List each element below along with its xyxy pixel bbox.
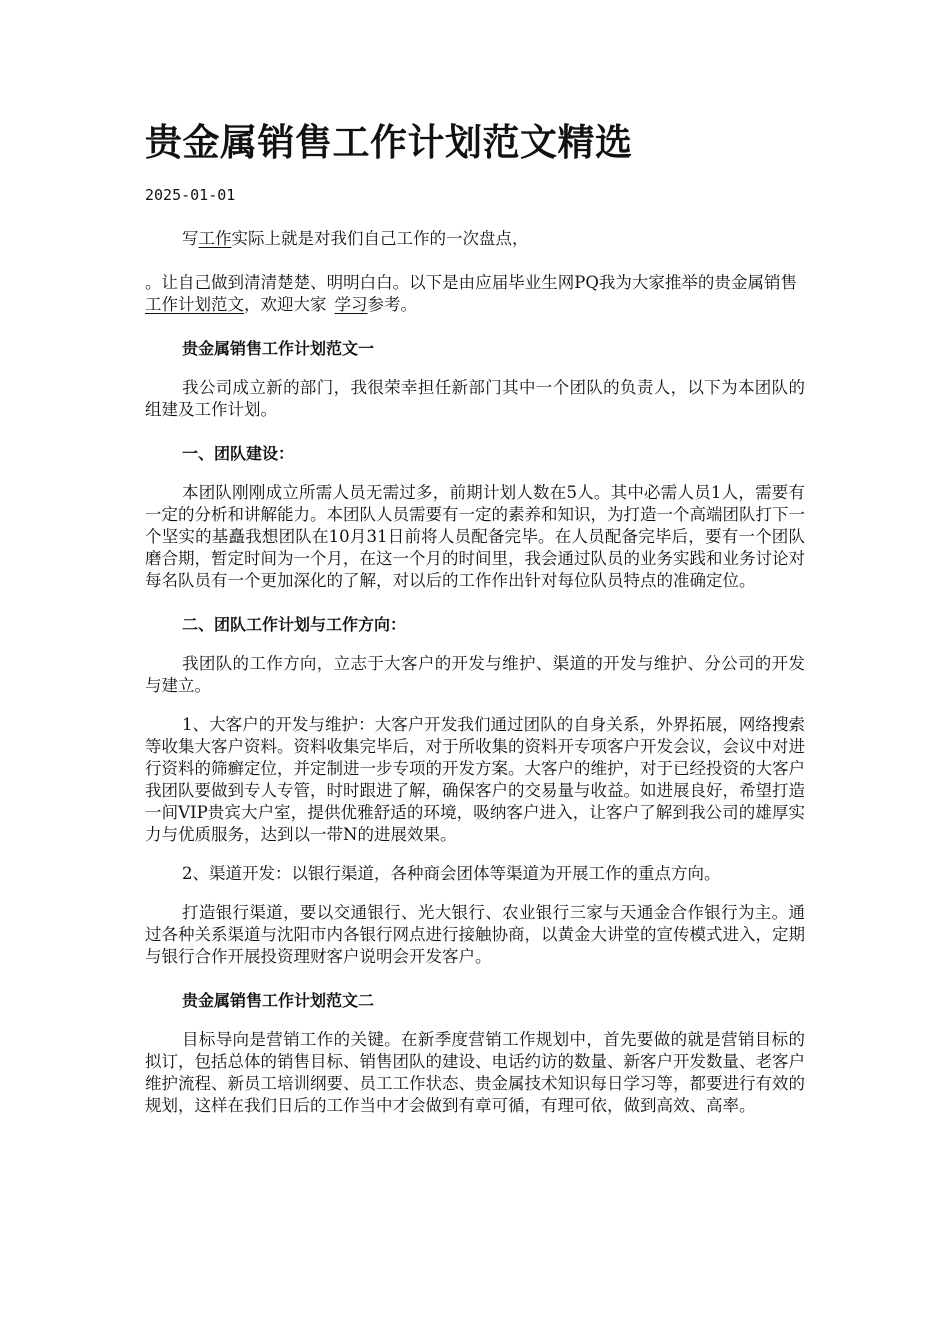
intro-line-1: [145, 228, 805, 250]
subheading-team-building: 一、团队建设：: [182, 444, 295, 463]
paragraph: 目标导向是营销工作的关键。在新季度营销工作规划中，首先要做的就是营销目标的拟订，包括总体的销售目标、销售团队的建设、电话约访的数量、新客户开发数量、老客户维护流程、新员工培训纲要、员工工作状态、贵金属技术知识每日学习等，都要进行有效的规划，这样在我们日后的工作当中才会做到有章可循，有理可依，做到高效、高率。: [145, 1030, 805, 1115]
paragraph: 2、渠道开发：以银行渠道，各种商会团体等渠道为开展工作的重点方向。: [182, 864, 721, 883]
subheading-team-plan: 二、团队工作计划与工作方向：: [182, 615, 407, 634]
document-date: 2025-01-01: [145, 186, 236, 204]
document-page: [145, 112, 805, 1117]
section-heading-1: 贵金属销售工作计划范文一: [182, 339, 375, 358]
document-title: 贵金属销售工作计划范文精选: [145, 120, 633, 164]
paragraph: 我公司成立新的部门，我很荣幸担任新部门其中一个团队的负责人，以下为本团队的组建及工作计划。: [145, 378, 805, 419]
intro-text: ，欢迎大家: [244, 295, 327, 314]
intro-text: 。让自己做到清清楚楚、明明白白。以下是由应届毕业生网PQ我为大家推举的贵金属销售: [145, 273, 797, 292]
link-work-plan[interactable]: 工作计划范文: [145, 295, 244, 314]
paragraph: 1、大客户的开发与维护：大客户开发我们通过团队的自身关系，外界拓展，网络搜索等收集大客户资料。资料收集完毕后，对于所收集的资料开专项客户开发会议，会议中对进行资料的筛癣定位，并定制进一步专项的开发方案。大客户的维护，对于已经投资的大客户我团队要做到专人专管，时时跟进了解，确保客户的交易量与收益。如进展良好，希望打造一间VIP贵宾大户室，提供优雅舒适的环境，吸纳客户进入，让客户了解到我公司的雄厚实力与优质服务，达到以一带N的进展效果。: [145, 715, 805, 844]
section-heading-2: 贵金属销售工作计划范文二: [182, 991, 375, 1010]
intro-text: 写: [182, 229, 199, 248]
link-study[interactable]: 学习: [334, 295, 368, 314]
link-work[interactable]: 工作: [198, 229, 232, 248]
intro-text: 参考。: [367, 295, 417, 314]
intro-text: 实际上就是对我们自己工作的一次盘点，: [231, 229, 529, 248]
paragraph: 本团队刚刚成立所需人员无需过多，前期计划人数在5人。其中必需人员1人，需要有一定的分析和讲解能力。本团队人员需要有一定的素养和知识，为打造一个高端团队打下一个坚实的基矗我想团队在10月31日前将人员配备完毕。在人员配备完毕后，要有一个团队磨合期，暂定时间为一个月，在这一个月的时间里，我会通过队员的业务实践和业务讨论对每名队员有一个更加深化的了解，对以后的工作作出针对每位队员特点的准确定位。: [145, 483, 805, 590]
paragraph: 打造银行渠道，要以交通银行、光大银行、农业银行三家与天通金合作银行为主。通过各种关系渠道与沈阳市内各银行网点进行接触协商，以黄金大讲堂的宣传模式进入，定期与银行合作开展投资理财客户说明会开发客户。: [145, 903, 805, 966]
intro-line-2: [145, 272, 805, 316]
paragraph: 我团队的工作方向，立志于大客户的开发与维护、渠道的开发与维护、分公司的开发与建立。: [145, 654, 805, 695]
